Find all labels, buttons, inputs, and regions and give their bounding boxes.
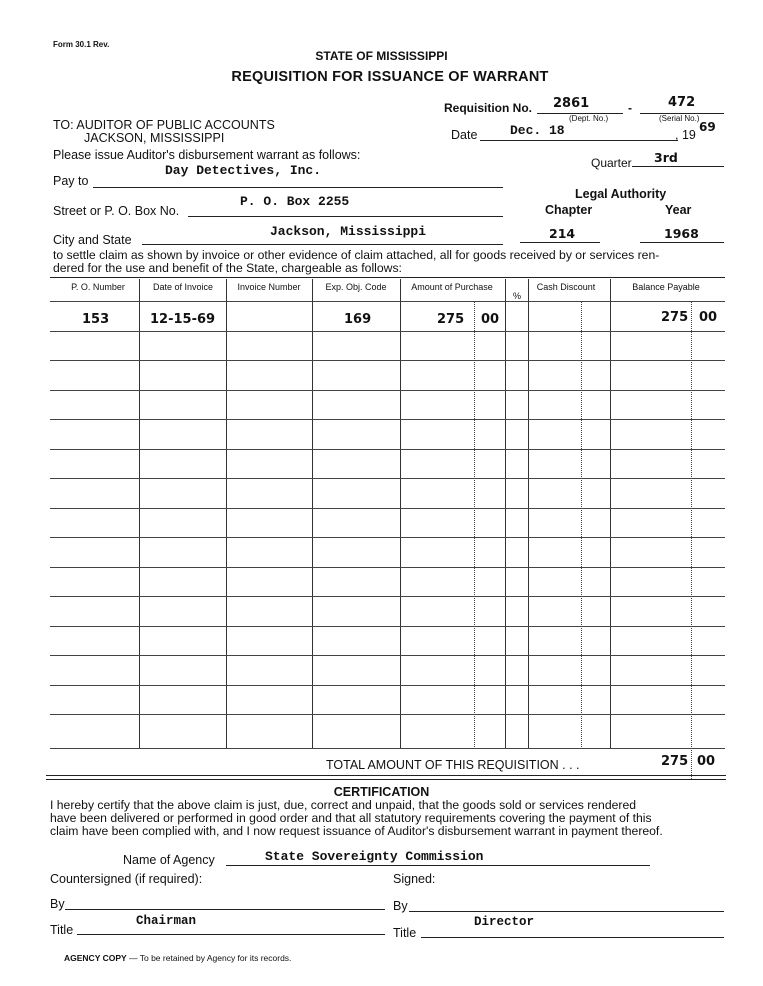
header-date-of-invoice: Date of Invoice: [152, 282, 214, 292]
row-line: [50, 714, 725, 715]
pay-to-label: Pay to: [53, 174, 89, 188]
to-line-1: TO: AUDITOR OF PUBLIC ACCOUNTS: [53, 118, 275, 132]
certification-title: CERTIFICATION: [333, 785, 430, 799]
agency-copy-footer: [64, 953, 291, 963]
row-line: [50, 478, 725, 479]
col-divider-cents: [581, 301, 582, 749]
table-header-rule: [50, 301, 725, 302]
pay-to-value: Day Detectives, Inc.: [165, 163, 322, 178]
serial-no-caption: (Serial No.): [659, 114, 700, 123]
row1-date-of-invoice: 12-15-69: [150, 312, 216, 327]
certification-line-2: have been delivered or performed in good order and that all statutory requirements covering the payment of this: [50, 811, 652, 825]
certification-rule-bottom: [46, 779, 726, 780]
row-line: [50, 390, 725, 391]
date-value: Dec. 18: [510, 123, 565, 138]
chapter-line: [520, 242, 600, 243]
street-line: [188, 216, 503, 217]
col-divider: [528, 279, 529, 749]
row-line: [50, 419, 725, 420]
col-divider: [226, 279, 227, 749]
chapter-label: Chapter: [545, 203, 593, 217]
city-value: Jackson, Mississippi: [270, 224, 427, 239]
col-divider: [400, 279, 401, 749]
row-line: [50, 596, 725, 597]
quarter-value: 3rd: [654, 150, 678, 165]
state-heading: STATE OF MISSISSIPPI: [315, 49, 448, 63]
row-line: [50, 508, 725, 509]
row1-po-number: 153: [82, 312, 110, 327]
dept-no-caption: (Dept. No.): [569, 114, 609, 123]
chapter-value: 214: [549, 226, 576, 241]
table-bottom-rule: [50, 748, 725, 749]
date-line: [480, 140, 678, 141]
requisition-label: Requisition No.: [444, 101, 532, 115]
header-balance-payable: Balance Payable: [632, 282, 700, 292]
by-label-left: By: [50, 897, 65, 911]
row1-balance-cents: 00: [699, 310, 718, 325]
date-year-prefix: , 19: [675, 128, 696, 142]
agency-copy-text: — To be retained by Agency for its records.: [126, 953, 292, 963]
certification-line-1: I hereby certify that the above claim is just, due, correct and unpaid, that the goods sold or services rendered: [50, 798, 636, 812]
agency-line: [226, 865, 650, 866]
date-year-suffix: 69: [699, 120, 716, 134]
serial-no-value: 472: [668, 95, 696, 110]
header-po-number: P. O. Number: [71, 282, 125, 292]
form-title: REQUISITION FOR ISSUANCE OF WARRANT: [231, 69, 549, 85]
row1-exp-code: 169: [344, 312, 372, 327]
certification-line-3: claim have been complied with, and I now request issuance of Auditor's disbursement warrant in payment thereof.: [50, 824, 663, 838]
agency-value: State Sovereignty Commission: [265, 849, 484, 864]
header-percent: %: [512, 291, 521, 301]
total-label: TOTAL AMOUNT OF THIS REQUISITION . . .: [326, 758, 580, 772]
header-cash-discount: Cash Discount: [536, 282, 596, 292]
agency-copy-bold: AGENCY COPY: [64, 953, 127, 963]
city-label: City and State: [53, 233, 132, 247]
header-invoice-number: Invoice Number: [237, 282, 301, 292]
dept-no-value: 2861: [553, 96, 590, 111]
settle-text-2: dered for the use and benefit of the State, chargeable as follows:: [53, 261, 402, 275]
title-right-value: Director: [474, 915, 535, 929]
city-line: [142, 244, 503, 245]
settle-text-1: to settle claim as shown by invoice or other evidence of claim attached, all for goods received by or services ren-: [53, 248, 660, 262]
street-label: Street or P. O. Box No.: [53, 204, 180, 218]
signed-label: Signed:: [393, 872, 436, 886]
quarter-label: Quarter: [591, 156, 632, 170]
year-label: Year: [665, 203, 692, 217]
row-line: [50, 537, 725, 538]
total-cents: 00: [697, 754, 716, 769]
row-line: [50, 685, 725, 686]
total-dollars: 275: [661, 754, 689, 769]
col-divider-cents: [474, 301, 475, 749]
col-divider: [610, 279, 611, 749]
col-divider: [312, 279, 313, 749]
by-line-right: [409, 911, 724, 912]
row-line: [50, 449, 725, 450]
col-divider: [505, 279, 506, 749]
row1-balance-dollars: 275: [661, 310, 689, 325]
col-divider-cents: [691, 301, 692, 779]
by-line-left: [65, 909, 385, 910]
certification-rule-top: [46, 775, 726, 776]
title-label-left: Title: [50, 923, 74, 937]
row1-amount-cents: 00: [481, 312, 500, 327]
instruction-text: Please issue Auditor's disbursement warrant as follows:: [53, 148, 361, 162]
col-divider: [139, 279, 140, 749]
legal-authority-label: Legal Authority: [575, 187, 667, 201]
requisition-dash: -: [628, 101, 632, 115]
row-line: [50, 567, 725, 568]
year-value: 1968: [664, 226, 699, 241]
header-exp-obj-code: Exp. Obj. Code: [325, 282, 387, 292]
row-line: [50, 360, 725, 361]
table-top-rule: [50, 277, 725, 278]
pay-to-line: [93, 187, 503, 188]
title-line-right: [421, 937, 724, 938]
row1-amount-dollars: 275: [437, 312, 465, 327]
form-number: Form 30.1 Rev.: [53, 40, 110, 49]
to-line-2: JACKSON, MISSISSIPPI: [84, 131, 225, 145]
row-line: [50, 655, 725, 656]
header-amount-of-purchase: Amount of Purchase: [411, 282, 493, 292]
street-value: P. O. Box 2255: [240, 194, 350, 209]
title-label-right: Title: [393, 926, 417, 940]
agency-label: Name of Agency: [123, 853, 215, 867]
title-left-value: Chairman: [136, 914, 197, 928]
row-line: [50, 331, 725, 332]
date-label: Date: [451, 128, 478, 142]
year-line: [640, 242, 724, 243]
countersigned-label: Countersigned (if required):: [50, 872, 203, 886]
quarter-line: [632, 166, 724, 167]
by-label-right: By: [393, 899, 408, 913]
title-line-left: [77, 934, 385, 935]
row-line: [50, 626, 725, 627]
